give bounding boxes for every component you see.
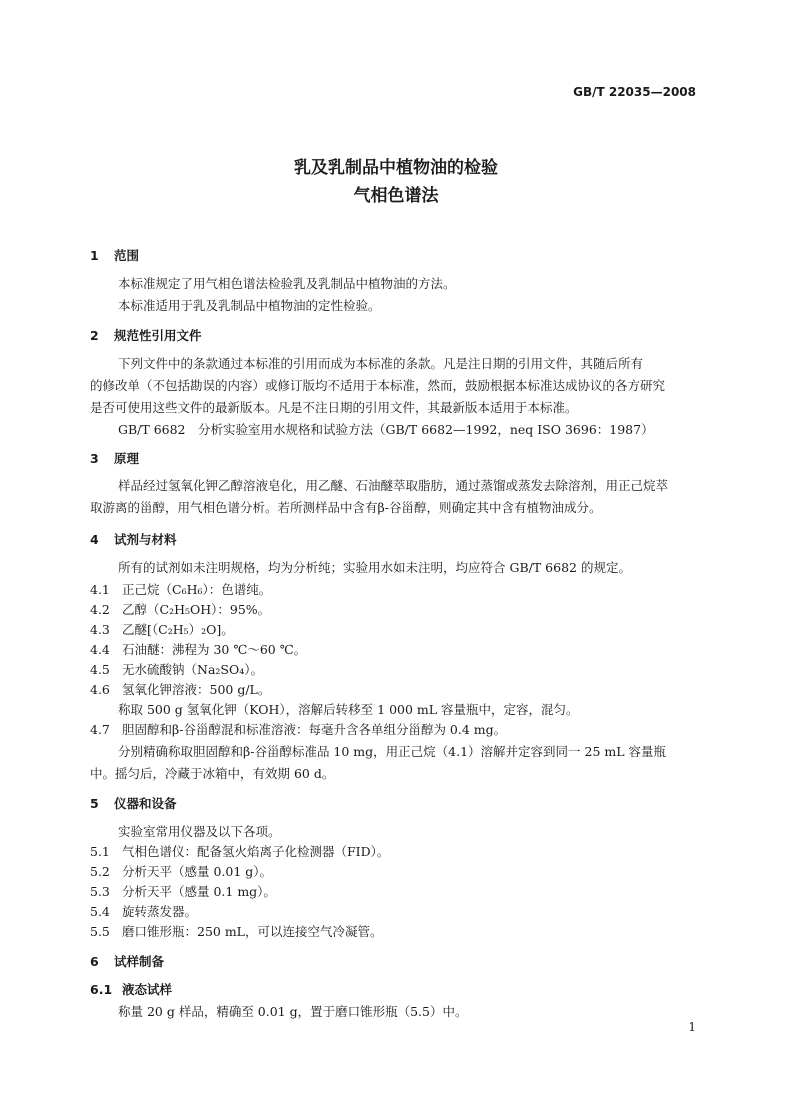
item-text: 分析天平（感量 0.1 mg）。 [122,884,276,899]
section-6-heading [90,952,164,970]
list-item [90,842,389,860]
paragraph-line: 分别精确称取胆固醇和β-谷甾醇标准品 10 mg，用正己烷（4.1）溶解并定容到同一 25 mL 容量瓶 [118,744,667,759]
document-title: 乳及乳制品中植物油的检验 [294,158,498,178]
paragraph: 本标准规定了用气相色谱法检验乳及乳制品中植物油的方法。 [118,276,456,291]
item-text: 分析天平（感量 0.01 g）。 [122,864,273,879]
paragraph: 称取 500 g 氢氧化钾（KOH），溶解后转移至 1 000 mL 容量瓶中，定容，混匀。 [118,702,579,717]
list-item [90,862,272,880]
item-text: 氢氧化钾溶液：500 g/L。 [122,682,271,697]
paragraph-line: 下列文件中的条款通过本标准的引用而成为本标准的条款。凡是注日期的引用文件，其随后所有 [118,356,644,371]
section-title: 试样制备 [114,954,165,969]
list-item [90,580,271,598]
paragraph-line: 取游离的甾醇，用气相色谱分析。若所测样品中含有β-谷甾醇，则确定其中含有植物油成分。 [90,500,602,515]
section-3-heading [90,449,139,467]
item-number: 4.3 [90,622,110,637]
item-text: 旋转蒸发器。 [122,904,198,919]
item-text: 乙醇（C₂H₅OH）：95%。 [122,602,271,617]
subsection-title: 液态试样 [122,982,173,997]
section-title: 试剂与材料 [114,532,177,547]
item-number: 4.7 [90,722,110,737]
list-item [90,922,383,940]
item-text: 磨口锥形瓶：250 mL，可以连接空气冷凝管。 [122,924,383,939]
item-number: 4.2 [90,602,110,617]
item-number: 5.1 [90,844,110,859]
section-2-heading [90,326,202,344]
section-1-heading [90,246,139,264]
paragraph-line: 中。摇匀后，冷藏于冰箱中，有效期 60 d。 [90,766,335,781]
item-number: 5.4 [90,904,110,919]
item-text: 石油醚：沸程为 30 ℃～60 ℃。 [122,642,307,657]
item-number: 4.6 [90,682,110,697]
list-item [90,902,197,920]
item-number: 4.1 [90,582,110,597]
section-number: 1 [90,248,99,263]
item-text: 乙醚[（C₂H₅）₂O]。 [122,622,234,637]
list-item [90,882,276,900]
paragraph: 称量 20 g 样品，精确至 0.01 g，置于磨口锥形瓶（5.5）中。 [118,1004,468,1019]
list-item [90,600,270,618]
item-text: 正己烷（C₆H₆）：色谱纯。 [122,582,272,597]
list-item [90,680,270,698]
section-number: 2 [90,328,99,343]
section-number: 5 [90,796,99,811]
section-number: 3 [90,451,99,466]
paragraph: 本标准适用于乳及乳制品中植物油的定性检验。 [118,298,381,313]
section-4-heading [90,530,177,548]
item-text: 无水硫酸钠（Na₂SO₄）。 [122,662,263,677]
paragraph: 实验室常用仪器及以下各项。 [118,824,281,839]
list-item [90,720,506,738]
section-title: 原理 [114,451,140,466]
item-number: 4.4 [90,642,110,657]
document-subtitle: 气相色谱法 [353,186,439,206]
subsection-6-1-heading [90,980,172,998]
item-text: 胆固醇和β-谷甾醇混和标准溶液：每毫升含各单组分甾醇为 0.4 mg。 [122,722,507,737]
paragraph-line: 的修改单（不包括勘误的内容）或修订版均不适用于本标准，然而，鼓励根据本标准达成协议的各方研究 [90,378,666,393]
item-number: 5.3 [90,884,110,899]
item-text: 气相色谱仪：配备氢火焰离子化检测器（FID）。 [122,844,390,859]
paragraph: 所有的试剂如未注明规格，均为分析纯；实验用水如未注明，均应符合 GB/T 6682 的规定。 [118,560,631,575]
list-item [90,660,263,678]
section-title: 规范性引用文件 [114,328,202,343]
section-number: 6 [90,954,99,969]
item-number: 5.5 [90,924,110,939]
page-number: 1 [688,1020,696,1034]
paragraph-line: 样品经过氢氧化钾乙醇溶液皂化，用乙醚、石油醚萃取脂肪，通过蒸馏或蒸发去除溶剂，用正己烷萃 [118,478,669,493]
item-number: 5.2 [90,864,110,879]
standard-number: GB/T 22035—2008 [573,85,696,99]
section-title: 范围 [114,248,140,263]
list-item [90,640,306,658]
list-item [90,620,234,638]
section-5-heading [90,794,177,812]
section-title: 仪器和设备 [114,796,177,811]
paragraph-line: 是否可使用这些文件的最新版本。凡是不注日期的引用文件，其最新版本适用于本标准。 [90,400,578,415]
item-number: 4.5 [90,662,110,677]
section-number: 4 [90,532,99,547]
reference-entry: GB/T 6682 分析实验室用水规格和试验方法（GB/T 6682—1992，neq ISO 3696：1987） [118,422,654,437]
subsection-number: 6.1 [90,982,113,997]
